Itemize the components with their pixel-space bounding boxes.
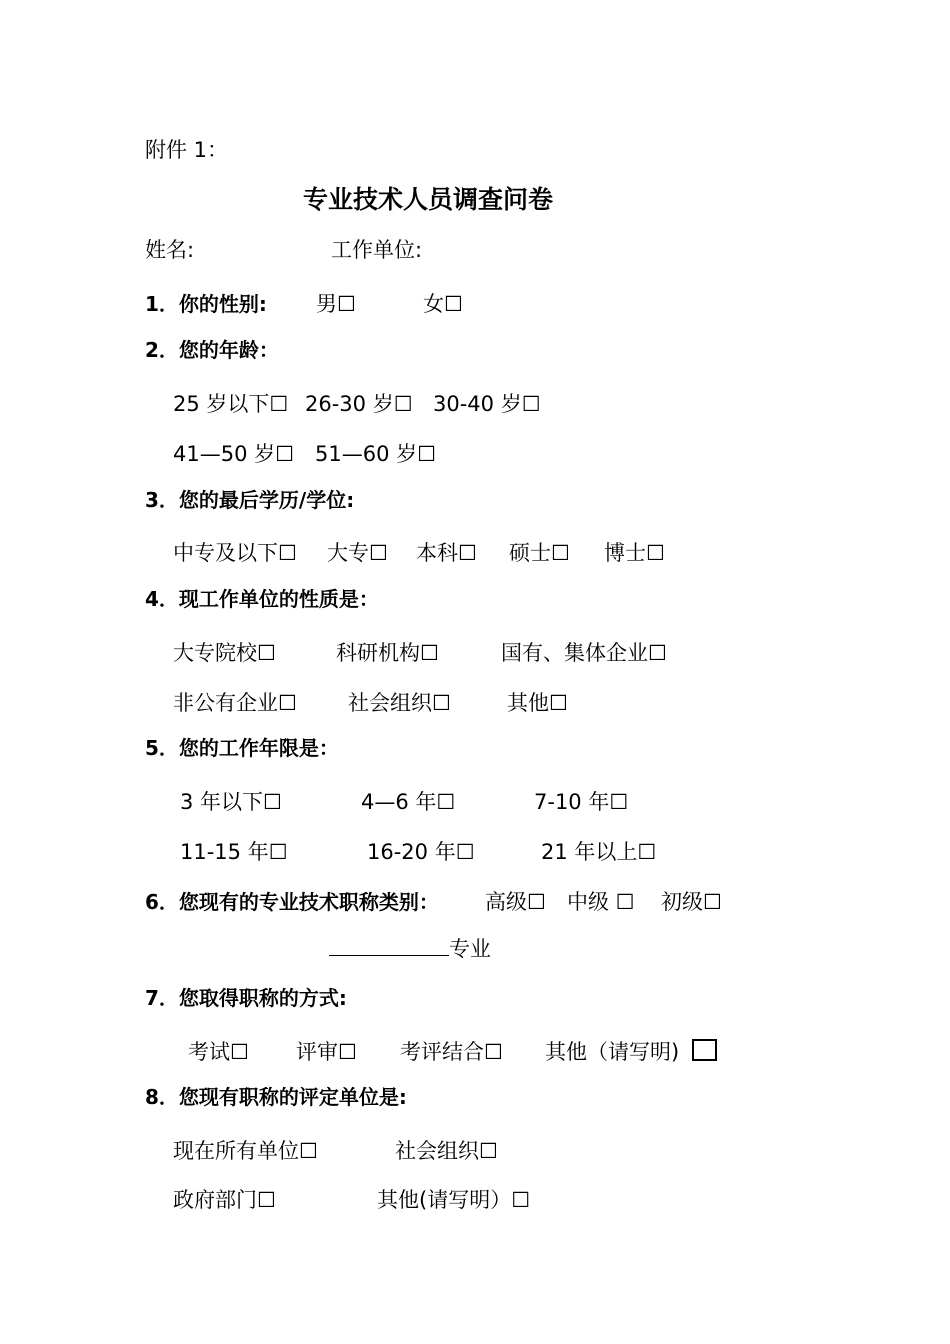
q2-option-30-40[interactable]: 30-40 岁☐ bbox=[433, 392, 541, 416]
question-1-label: 1．你的性别: bbox=[145, 292, 267, 316]
attachment-label: 附件 1： bbox=[145, 138, 229, 162]
question-7-label: 7．您取得职称的方式: bbox=[145, 986, 347, 1010]
q2-option-26-30[interactable]: 26-30 岁☐ bbox=[305, 392, 413, 416]
q4-option-research-institute[interactable]: 科研机构☐ bbox=[336, 641, 439, 665]
q8-option-government[interactable]: 政府部门☐ bbox=[173, 1188, 276, 1212]
question-8-label: 8．您现有职称的评定单位是: bbox=[145, 1085, 407, 1109]
q5-option-7-10[interactable]: 7-10 年☐ bbox=[534, 790, 629, 814]
q8-option-social-org[interactable]: 社会组织☐ bbox=[395, 1139, 498, 1163]
q7-option-other[interactable]: 其他（请写明) bbox=[545, 1040, 680, 1064]
q3-option-junior-college[interactable]: 大专☐ bbox=[327, 541, 388, 565]
q8-option-current-unit[interactable]: 现在所有单位☐ bbox=[173, 1139, 318, 1163]
q5-option-16-20[interactable]: 16-20 年☐ bbox=[367, 840, 475, 864]
q6-specialty-line bbox=[329, 937, 491, 960]
q4-option-state-owned[interactable]: 国有、集体企业☐ bbox=[501, 641, 667, 665]
q3-option-technical-secondary[interactable]: 中专及以下☐ bbox=[173, 541, 297, 565]
question-3-label: 3．您的最后学历/学位: bbox=[145, 488, 355, 512]
q2-option-under-25[interactable]: 25 岁以下☐ bbox=[173, 392, 289, 416]
q7-other-checkbox[interactable] bbox=[692, 1039, 717, 1061]
q8-option-other[interactable]: 其他(请写明）☐ bbox=[377, 1188, 531, 1212]
question-5-label: 5．您的工作年限是： bbox=[145, 736, 339, 760]
name-field-label: 姓名: bbox=[145, 238, 195, 262]
q7-option-exam[interactable]: 考试☐ bbox=[188, 1040, 249, 1064]
q7-option-review[interactable]: 评审☐ bbox=[296, 1040, 357, 1064]
question-4-label: 4．现工作单位的性质是： bbox=[145, 587, 379, 611]
page-title: 专业技术人员调查问卷 bbox=[303, 185, 554, 214]
q4-option-social-org[interactable]: 社会组织☐ bbox=[348, 691, 451, 715]
q5-option-under-3[interactable]: 3 年以下☐ bbox=[180, 790, 282, 814]
q6-option-senior[interactable]: 高级☐ bbox=[485, 890, 546, 914]
q1-option-female[interactable]: 女☐ bbox=[423, 292, 463, 316]
q7-option-exam-review[interactable]: 考评结合☐ bbox=[400, 1040, 503, 1064]
question-2-label: 2．您的年龄： bbox=[145, 338, 279, 362]
q5-option-4-6[interactable]: 4—6 年☐ bbox=[361, 790, 456, 814]
specialty-suffix: 专业 bbox=[449, 937, 491, 961]
question-6-label: 6．您现有的专业技术职称类别： bbox=[145, 890, 439, 914]
q4-option-non-public[interactable]: 非公有企业☐ bbox=[173, 691, 297, 715]
q5-option-21-plus[interactable]: 21 年以上☐ bbox=[541, 840, 657, 864]
unit-field-label: 工作单位: bbox=[331, 238, 423, 262]
q2-option-41-50[interactable]: 41—50 岁☐ bbox=[173, 442, 294, 466]
specialty-blank-field[interactable] bbox=[329, 937, 449, 956]
q4-option-college[interactable]: 大专院校☐ bbox=[173, 641, 276, 665]
q3-option-bachelor[interactable]: 本科☐ bbox=[416, 541, 477, 565]
q5-option-11-15[interactable]: 11-15 年☐ bbox=[180, 840, 288, 864]
q3-option-doctor[interactable]: 博士☐ bbox=[604, 541, 665, 565]
q6-option-intermediate[interactable]: 中级 ☐ bbox=[567, 890, 635, 914]
q2-option-51-60[interactable]: 51—60 岁☐ bbox=[315, 442, 436, 466]
q1-option-male[interactable]: 男☐ bbox=[316, 292, 356, 316]
q3-option-master[interactable]: 硕士☐ bbox=[509, 541, 570, 565]
q6-option-junior[interactable]: 初级☐ bbox=[661, 890, 722, 914]
q4-option-other[interactable]: 其他☐ bbox=[507, 691, 568, 715]
